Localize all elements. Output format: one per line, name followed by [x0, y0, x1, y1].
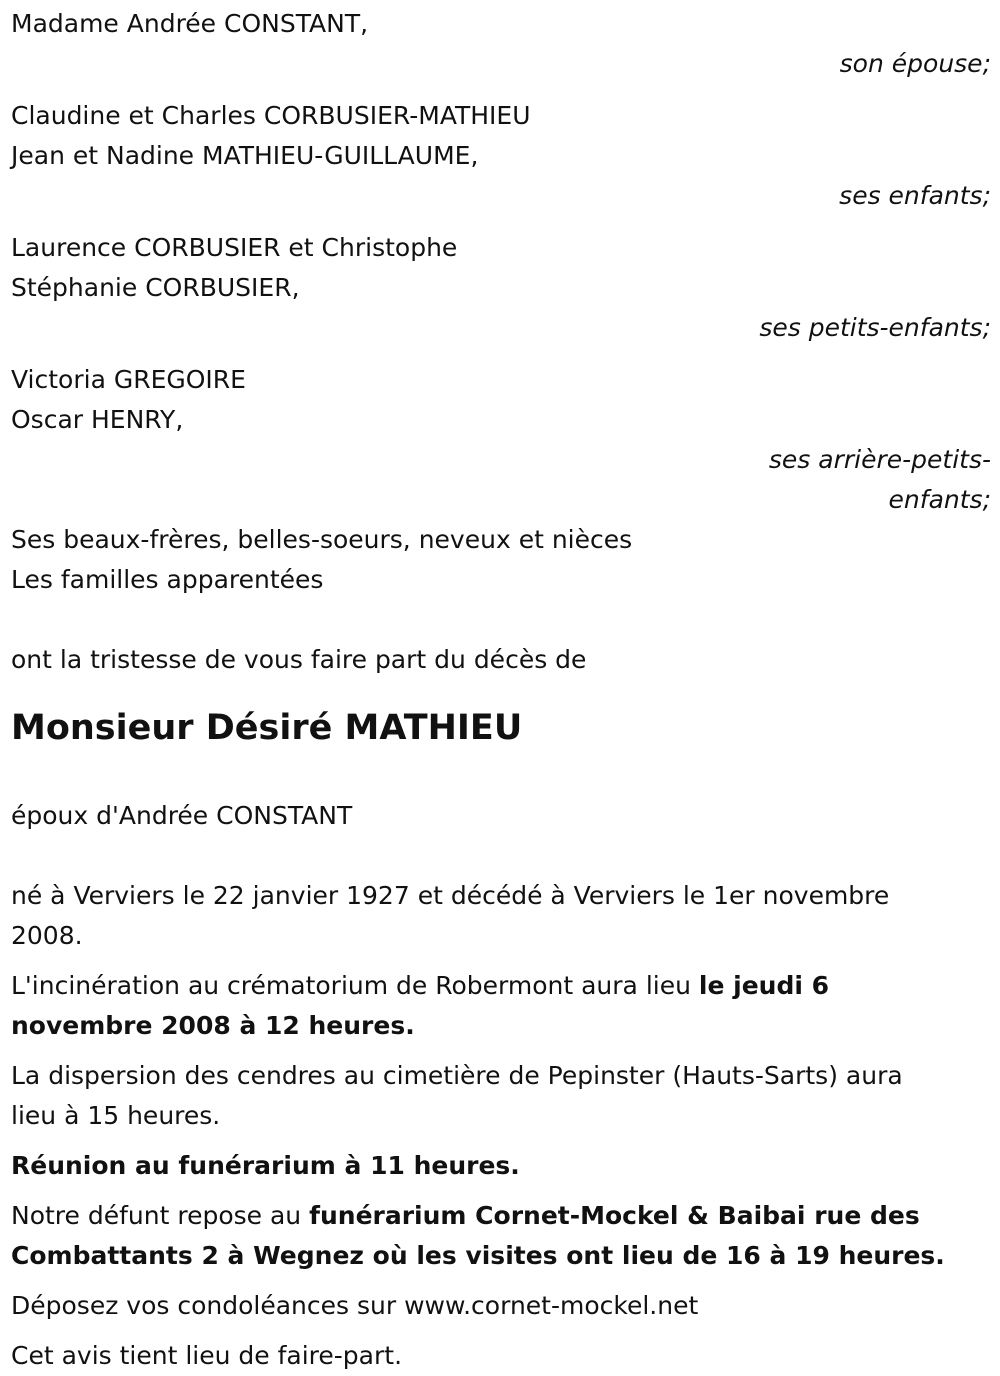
obituary-notice: [11, 4, 991, 1376]
deceased-name: Monsieur Désiré MATHIEU: [11, 708, 523, 748]
family-name-line: Oscar HENRY,: [11, 405, 184, 434]
family-role: son épouse;: [839, 49, 991, 78]
reunion-text: Réunion au funérarium à 11 heures.: [11, 1151, 520, 1180]
other-relatives: [11, 520, 991, 600]
birth-death-paragraph: [11, 876, 991, 956]
closing-text: Cet avis tient lieu de faire-part.: [11, 1341, 403, 1370]
repose-text: Notre défunt repose au: [11, 1201, 310, 1230]
family-role: ses arrière-petits-: [768, 445, 991, 474]
dispersion-line: lieu à 15 heures.: [11, 1101, 221, 1130]
dispersion-paragraph: [11, 1056, 991, 1136]
family-role: ses enfants;: [839, 181, 991, 210]
spouse-line: époux d'Andrée CONSTANT: [11, 801, 353, 830]
birth-death-line: né à Verviers le 22 janvier 1927 et décédé à Verviers le 1er novembre: [11, 881, 890, 910]
family-group-children: [11, 96, 991, 216]
other-relatives-line: Ses beaux-frères, belles-soeurs, neveux et nièces: [11, 525, 633, 554]
family-name-line: Victoria GREGOIRE: [11, 365, 246, 394]
birth-death-line: 2008.: [11, 921, 83, 950]
condolences-text: Déposez vos condoléances sur www.cornet-mockel.net: [11, 1291, 699, 1320]
incineration-date-cont: novembre 2008 à 12 heures.: [11, 1011, 415, 1040]
announcement-text: ont la tristesse de vous faire part du décès de: [11, 645, 587, 674]
other-relatives-line: Les familles apparentées: [11, 565, 324, 594]
repose-location: funérarium Cornet-Mockel & Baibai rue des: [309, 1201, 920, 1230]
family-role: ses petits-enfants;: [759, 313, 991, 342]
family-group-great-grandchildren: [11, 360, 991, 520]
dispersion-line: La dispersion des cendres au cimetière de Pepinster (Hauts-Sarts) aura: [11, 1061, 903, 1090]
repose-location-cont: Combattants 2 à Wegnez où les visites ont lieu de 16 à 19 heures.: [11, 1241, 945, 1270]
family-name-line: Claudine et Charles CORBUSIER-MATHIEU: [11, 101, 531, 130]
repose-paragraph: [11, 1196, 991, 1276]
incineration-date: le jeudi 6: [698, 971, 830, 1000]
family-group-spouse: [11, 4, 991, 84]
family-name-line: Jean et Nadine MATHIEU-GUILLAUME,: [11, 141, 479, 170]
family-role: enfants;: [888, 485, 991, 514]
family-name-line: Madame Andrée CONSTANT,: [11, 9, 369, 38]
family-name-line: Laurence CORBUSIER et Christophe: [11, 233, 458, 262]
incineration-paragraph: [11, 966, 991, 1046]
family-group-grandchildren: [11, 228, 991, 348]
incineration-text: L'incinération au crématorium de Robermont aura lieu: [11, 971, 699, 1000]
family-name-line: Stéphanie CORBUSIER,: [11, 273, 300, 302]
